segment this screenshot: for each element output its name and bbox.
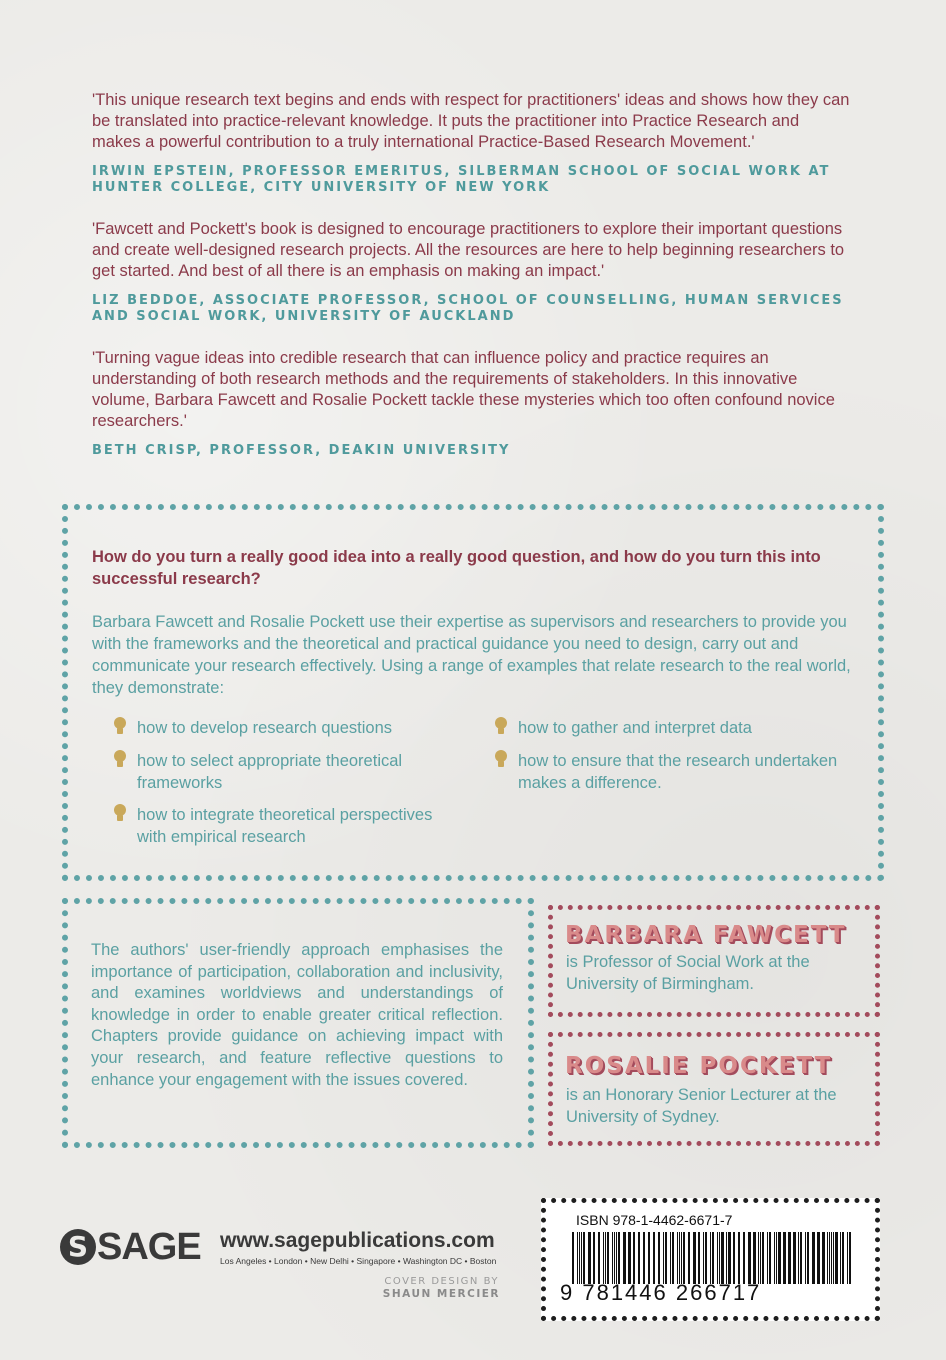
barcode-bar: [607, 1232, 609, 1284]
barcode-bar: [628, 1232, 631, 1284]
barcode-bar: [817, 1232, 820, 1284]
barcode-bar: [829, 1232, 830, 1284]
barcode-bar: [653, 1232, 655, 1284]
lightbulb-icon: [113, 716, 127, 736]
sage-logo-word: SAGE: [97, 1225, 201, 1268]
barcode-bar: [842, 1232, 844, 1284]
barcode-bar: [738, 1232, 740, 1284]
barcode-bar: [583, 1232, 585, 1284]
barcode-bar: [605, 1232, 606, 1284]
barcode-bar: [648, 1232, 650, 1284]
publisher-cities: Los Angeles • London • New Delhi • Singapore • Washington DC • Boston: [220, 1256, 497, 1266]
barcode-bar: [778, 1232, 781, 1284]
barcode-bar: [758, 1232, 759, 1284]
barcode-bar: [658, 1232, 660, 1284]
barcode-bar: [840, 1232, 841, 1284]
barcode-bar: [762, 1232, 764, 1284]
publisher-url[interactable]: www.sagepublications.com: [220, 1229, 495, 1252]
barcode-bar: [774, 1232, 775, 1284]
barcode-bar: [612, 1232, 613, 1284]
isbn-label: ISBN 978-1-4462-6671-7: [576, 1212, 733, 1228]
barcode-bar: [588, 1232, 591, 1284]
barcode-bar: [593, 1232, 595, 1284]
barcode-bar: [726, 1232, 727, 1284]
barcode-bar: [683, 1232, 685, 1284]
approach-text: The authors' user-friendly approach emphasises the importance of participation, collaboration and inclusivity, and examines worldviews and understandings of knowledge in order to enable greater critical reflection. Chapters provide guidance on achieving impact with your research, and feature reflective questions to enhance your engagement with the issues covered.: [91, 941, 503, 1089]
barcode-bar: [579, 1232, 580, 1284]
barcode-bar: [783, 1232, 786, 1284]
barcode-bar: [728, 1232, 731, 1284]
barcode-bar: [835, 1232, 838, 1284]
lightbulb-icon: [113, 803, 127, 823]
barcode-bar: [616, 1232, 617, 1284]
barcode-bar: [603, 1232, 604, 1284]
barcode-bar: [800, 1232, 802, 1284]
lead-question: How do you turn a really good idea into a really good question, and how do you turn this into successful research?: [92, 548, 821, 588]
author-bio-1: is Professor of Social Work at the University of Birmingham.: [566, 953, 810, 993]
cover-design-label: COVER DESIGN BY: [384, 1276, 499, 1287]
barcode-bar: [807, 1232, 809, 1284]
barcode-bar: [681, 1232, 682, 1284]
barcode-bar: [767, 1232, 768, 1284]
barcode-bar: [633, 1232, 635, 1284]
endorsement-attribution-1: IRWIN EPSTEIN, PROFESSOR EMERITUS, SILBERMAN SCHOOL OF SOCIAL WORK AT HUNTER COLLEGE, CITY UNIVERSITY OF NEW YORK: [92, 164, 831, 195]
barcode-bar: [788, 1232, 791, 1284]
barcode-bar: [822, 1232, 825, 1284]
lightbulb-icon: [113, 749, 127, 769]
endorsement-attribution-2: LIZ BEDDOE, ASSOCIATE PROFESSOR, SCHOOL OF COUNSELLING, HUMAN SERVICES AND SOCIAL WORK, UNIVERSITY OF AUCKLAND: [92, 293, 844, 324]
barcode-bar: [831, 1232, 832, 1284]
endorsement-attribution-3: BETH CRISP, PROFESSOR, DEAKIN UNIVERSITY: [92, 443, 511, 458]
barcode-bar: [643, 1232, 645, 1284]
barcode-bar: [793, 1232, 796, 1284]
endorsement-quote-2: 'Fawcett and Pockett's book is designed to encourage practitioners to explore their important questions and create well-designed research projects. All the resources are here to help beginning researchers to get started. And best of all there is an emphasis on making an impact.': [92, 220, 845, 280]
barcode-bar: [693, 1232, 696, 1284]
barcode-bar: [688, 1232, 690, 1284]
barcode-bar: [672, 1232, 674, 1284]
barcode-bar: [663, 1232, 664, 1284]
barcode-bar: [743, 1232, 745, 1284]
barcode-bar: [614, 1232, 615, 1284]
author-bio-2: is an Honorary Senior Lecturer at the University of Sydney.: [566, 1086, 837, 1126]
barcode-bar: [679, 1232, 680, 1284]
barcode-bar: [665, 1232, 667, 1284]
author-name-1: BARBARA FAWCETT: [565, 922, 847, 948]
summary-intro: Barbara Fawcett and Rosalie Pockett use their expertise as supervisors and researchers to provide you with the frameworks and the theoretical and practical guidance you need to design, carry out and communicate your research effectively. Using a range of examples that relate research to the real world, they demonstrate:: [92, 613, 851, 697]
sage-logo: [60, 1222, 201, 1272]
barcode-bar: [705, 1232, 707, 1284]
barcode-bar: [577, 1232, 578, 1284]
barcode-bar: [712, 1232, 714, 1284]
barcode-bar: [670, 1232, 671, 1284]
bullet-item: how to select appropriate theoretical frameworks: [137, 752, 403, 792]
barcode-bars: [572, 1232, 854, 1284]
barcode-bar: [717, 1232, 718, 1284]
barcode-bar: [748, 1232, 751, 1284]
barcode-bar: [572, 1232, 574, 1284]
barcode-bar: [849, 1232, 851, 1284]
bullet-item: how to integrate theoretical perspectives with empirical research: [137, 806, 433, 846]
barcode-bar: [598, 1232, 600, 1284]
barcode-bar: [760, 1232, 761, 1284]
barcode-bar: [618, 1232, 620, 1284]
barcode-bar: [719, 1232, 720, 1284]
barcode-bar: [623, 1232, 626, 1284]
lightbulb-icon: [494, 749, 508, 769]
barcode-bar: [677, 1232, 678, 1284]
barcode-bar: [776, 1232, 777, 1284]
barcode-bar: [698, 1232, 700, 1284]
author-name-2: ROSALIE POCKETT: [565, 1053, 833, 1079]
lightbulb-icon: [494, 716, 508, 736]
barcode-bar: [827, 1232, 828, 1284]
barcode-bar: [847, 1232, 848, 1284]
barcode-bar: [710, 1232, 711, 1284]
barcode-bar: [703, 1232, 704, 1284]
bullet-item: how to gather and interpret data: [518, 719, 752, 737]
barcode-bar: [769, 1232, 771, 1284]
barcode-bar: [721, 1232, 724, 1284]
barcode-bar: [833, 1232, 834, 1284]
barcode-bar: [805, 1232, 806, 1284]
barcode-bar: [798, 1232, 799, 1284]
cover-designer: SHAUN MERCIER: [382, 1288, 500, 1300]
sage-logo-mark: S: [60, 1229, 96, 1265]
barcode-bar: [753, 1232, 756, 1284]
endorsement-quote-3: 'Turning vague ideas into credible research that can influence policy and practice requires an understanding of both research methods and the requirements of stakeholders. In this innovative volume, Barbara Fawcett and Rosalie Pockett tackle these mysteries which too often confound novice researchers.': [92, 349, 835, 430]
barcode-bar: [581, 1232, 582, 1284]
bullet-item: how to develop research questions: [137, 719, 392, 737]
bullet-item: how to ensure that the research undertaken makes a difference.: [518, 752, 838, 792]
barcode-bar: [638, 1232, 640, 1284]
endorsement-quote-1: 'This unique research text begins and ends with respect for practitioners' ideas and shows how they can be translated into practice-relevant knowledge. It puts the practitioner into Practice Research and makes a powerful contribution to a truly international Practice-Based Research Movement.': [92, 91, 850, 151]
barcode-bar: [812, 1232, 815, 1284]
barcode-digits: 9 781446 266717: [560, 1280, 762, 1305]
barcode-bar: [733, 1232, 735, 1284]
